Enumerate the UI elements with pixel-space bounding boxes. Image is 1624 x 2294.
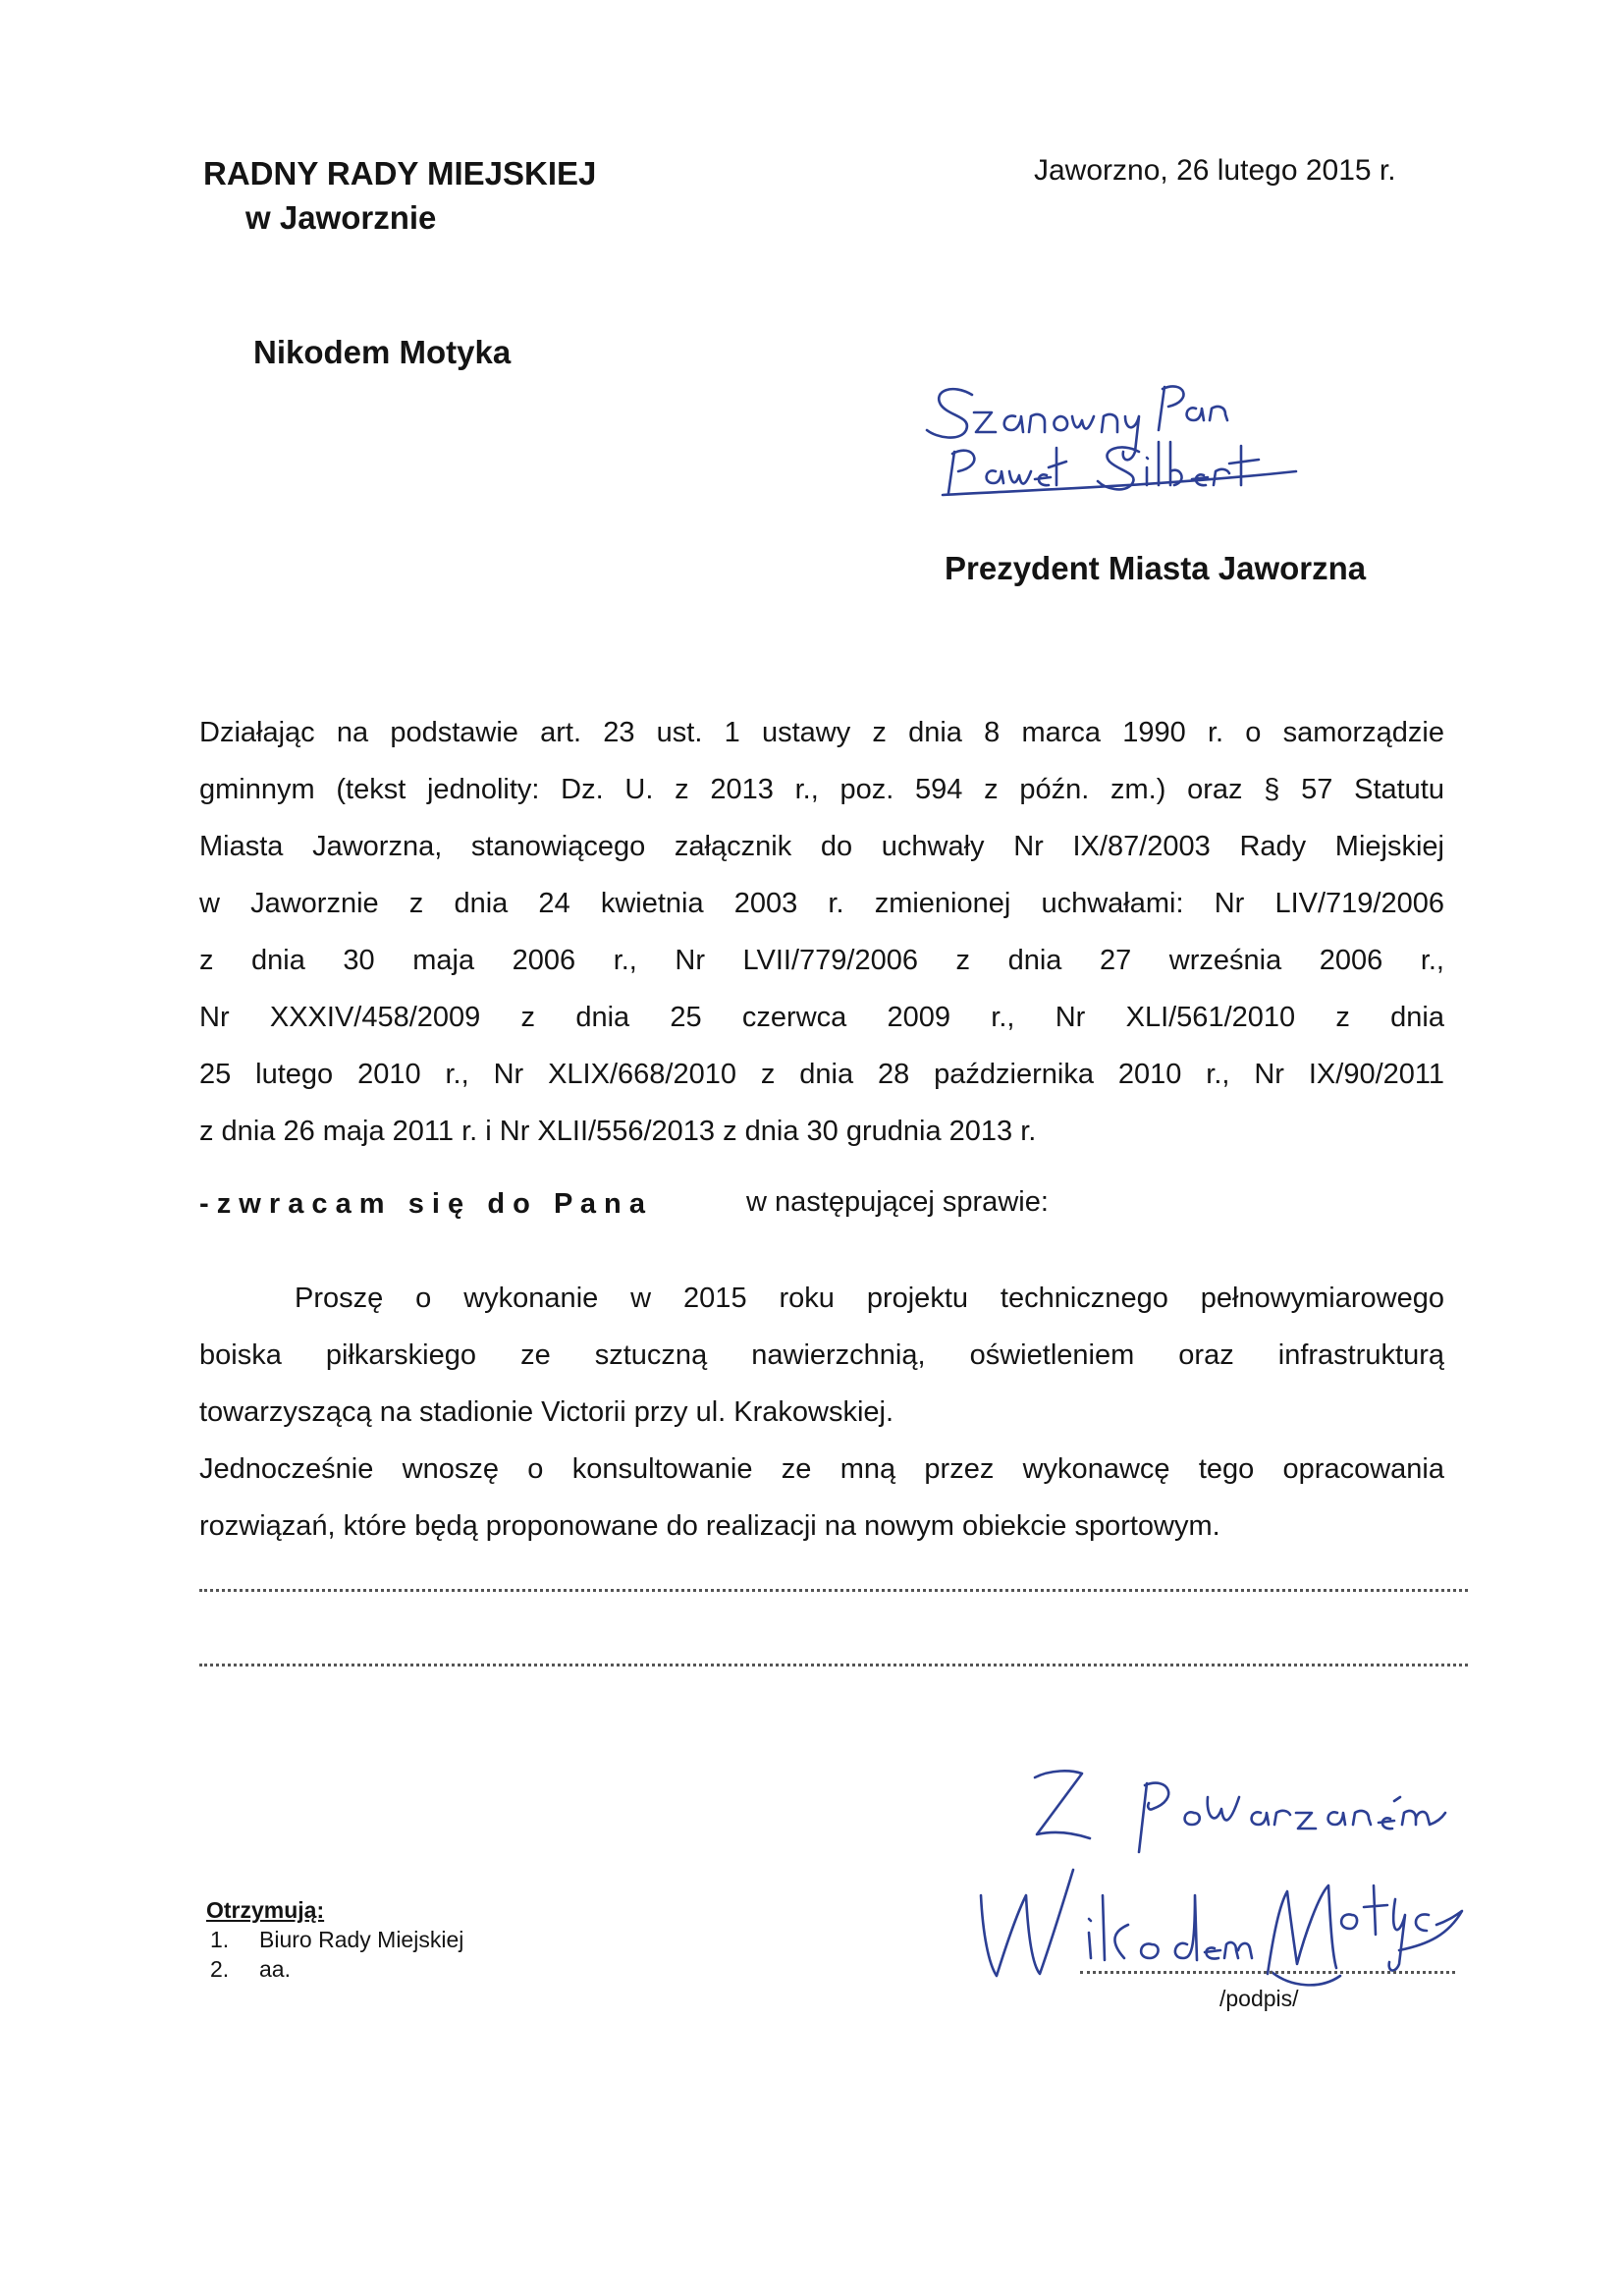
body-line: Działając na podstawie art. 23 ust. 1 ustawy z dnia 8 marca 1990 r. o samorządzie [199, 717, 1444, 748]
author-name: Nikodem Motyka [253, 334, 512, 370]
body-line: gminnym (tekst jednolity: Dz. U. z 2013 r., poz. 594 z późn. zm.) oraz § 57 Statutu [199, 774, 1444, 805]
body-line: Miasta Jaworzna, stanowiącego załącznik do uchwały Nr IX/87/2003 Rady Miejskiej [199, 831, 1444, 862]
body-line: Nr XXXIV/458/2009 z dnia 25 czerwca 2009 r., Nr XLI/561/2010 z dnia [199, 1002, 1444, 1033]
request-line: towarzyszącą na stadionie Victorii przy ul. Krakowskiej. [199, 1396, 894, 1428]
council-heading: RADNY RADY MIEJSKIEJ [203, 155, 597, 191]
signature-caption: /podpis/ [1219, 1986, 1299, 2011]
council-subheading: w Jaworznie [245, 199, 437, 236]
body-line: w Jaworznie z dnia 24 kwietnia 2003 r. zmienionej uchwałami: Nr LIV/719/2006 [199, 888, 1444, 919]
dotted-line [199, 1589, 1468, 1592]
place-date: Jaworzno, 26 lutego 2015 r. [1034, 154, 1396, 187]
recipient-name: Biuro Rady Miejskiej [259, 1927, 464, 1952]
address-rest: w następującej sprawie: [746, 1186, 1049, 1218]
handwritten-salutation [913, 373, 1326, 520]
addressee-title: Prezydent Miasta Jaworzna [945, 550, 1367, 586]
recipient-name: aa. [259, 1956, 291, 1982]
request-line: Jednocześnie wnoszę o konsultowanie ze mną przez wykonawcę tego opracowania [199, 1453, 1444, 1485]
address-spaced: - z w r a c a m s i ę d o P a n a [199, 1188, 645, 1220]
request-line: boiska piłkarskiego ze sztuczną nawierzchnią, oświetleniem oraz infrastrukturą [199, 1339, 1444, 1371]
recipient-number: 2. [210, 1956, 230, 1982]
body-line: z dnia 30 maja 2006 r., Nr LVII/779/2006 z dnia 27 września 2006 r., [199, 945, 1444, 976]
body-line: z dnia 26 maja 2011 r. i Nr XLII/556/2013 z dnia 30 grudnia 2013 r. [199, 1116, 1037, 1147]
request-line: Proszę o wykonanie w 2015 roku projektu technicznego pełnowymiarowego [295, 1283, 1444, 1314]
recipient-number: 1. [210, 1927, 230, 1952]
handwritten-greeting [1021, 1758, 1453, 1866]
dotted-line [199, 1664, 1468, 1666]
request-line: rozwiązań, które będą proponowane do realizacji na nowym obiekcie sportowym. [199, 1510, 1220, 1542]
body-line: 25 lutego 2010 r., Nr XLIX/668/2010 z dnia 28 października 2010 r., Nr IX/90/2011 [199, 1059, 1444, 1090]
signature-line [1080, 1971, 1455, 1974]
recipients-heading: Otrzymują: [206, 1897, 325, 1923]
